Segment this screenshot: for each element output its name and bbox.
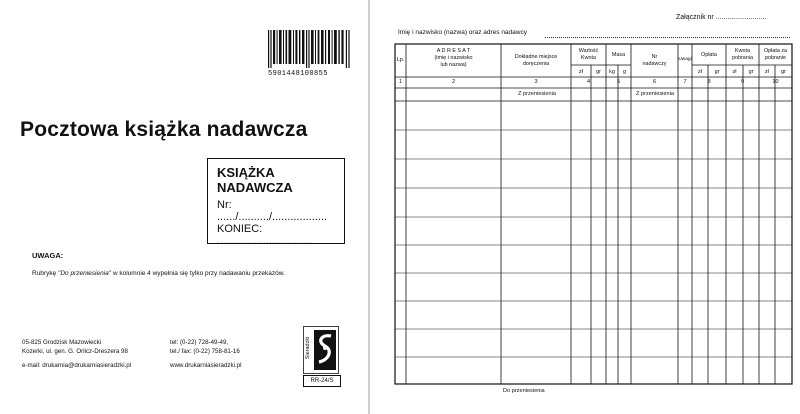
sender-label: Imię i nazwisko (nazwa) oraz adres nadawcy	[398, 29, 527, 36]
printer-logo-icon	[303, 326, 339, 374]
header-miejsce-1: Dokładne miejsce	[514, 54, 558, 60]
column-number: 2	[451, 79, 456, 85]
header-masa: Masa	[611, 52, 626, 58]
logo-text: Sieradzki	[305, 336, 311, 360]
header-wartosc-2: Kwota	[581, 55, 596, 61]
unit-zl-wartosc: zł	[579, 69, 583, 75]
carry-in-label-left: Z przeniesienia	[518, 91, 556, 97]
notice-label: UWAGA:	[32, 251, 64, 260]
column-number: 8	[707, 79, 711, 85]
phone-fax-text: tel./ fax: (0-22) 758-81-16	[170, 348, 240, 355]
notice-text-italic: "Do przeniesienia"	[58, 270, 112, 277]
header-kwota-pobrania-2: pobrania	[732, 55, 753, 61]
book-end-field[interactable]: KONIEC: ...............................	[217, 223, 312, 247]
email-text: e-mail: drukarnia@drukarniasieradzki.pl	[22, 362, 132, 369]
column-number: 9	[740, 79, 745, 85]
carry-in-label-right: Z przeniesienia	[636, 91, 674, 97]
address-line-1: 05-825 Grodzisk Mazowiecki	[22, 339, 102, 346]
barcode-icon	[268, 30, 350, 68]
address-line-2: Kozerki, ul. gen. G. Orlicz-Dreszera 98	[22, 348, 128, 355]
header-uwagi: Uwagi	[678, 57, 692, 62]
book-id-title: KSIĄŻKA NADAWCZA	[217, 165, 293, 195]
product-code: RR-24/S	[303, 375, 341, 387]
unit-kg: kg	[609, 69, 615, 75]
header-nr-1: Nr	[651, 54, 658, 60]
page-title: Pocztowa książka nadawcza	[20, 118, 308, 141]
book-number-field[interactable]: Nr: ....../........../..................	[217, 199, 328, 223]
header-kwota-pobrania-1: Kwota	[735, 48, 750, 54]
website-text: www.drukarniasieradzki.pl	[170, 362, 242, 369]
unit-g: g	[623, 69, 626, 75]
header-adresat-sub-1: (imię i nazwisko	[434, 55, 473, 61]
header-wartosc-1: Wartość	[578, 48, 599, 54]
column-number: 10	[772, 79, 779, 85]
unit-gr-pobranie: gr	[748, 69, 754, 75]
carry-out-label: Do przeniesienia	[503, 388, 545, 394]
cover-page	[0, 0, 368, 414]
header-nr-2: nadawczy	[642, 61, 667, 67]
unit-gr-oplata-pobranie: gr	[781, 69, 786, 75]
unit-zl-oplata: zł	[698, 69, 702, 75]
phone-text: tel: (0-22) 728-49-49,	[170, 339, 229, 346]
column-number: 5	[616, 79, 621, 85]
notice-text	[32, 270, 285, 277]
unit-zl-pobranie: zł	[732, 69, 737, 75]
header-adresat: A D R E S A T	[436, 48, 471, 54]
unit-gr-oplata: gr	[714, 69, 720, 75]
header-oplata-pobranie-2: pobranie	[765, 55, 786, 61]
column-number: 3	[534, 79, 538, 85]
header-adresat-sub-2: lub nazwa)	[440, 62, 467, 68]
notice-text-end: w kolumnie 4 wypełnia się tylko przy nadawaniu przekazów.	[111, 270, 285, 277]
barcode-number: 5901448100855	[268, 70, 328, 78]
column-number: 1	[398, 79, 403, 85]
header-oplata-pobranie-1: Opłata za	[763, 48, 788, 54]
book-id-box	[207, 158, 345, 247]
column-number: 6	[652, 79, 657, 85]
column-number: 4	[586, 79, 591, 85]
unit-zl-oplata-pobranie: zł	[765, 69, 769, 75]
notice-text-start: Rubrykę	[32, 270, 59, 277]
header-oplata: Opłata	[701, 52, 717, 58]
unit-gr-wartosc: gr	[596, 69, 601, 75]
header-miejsce-2: doręczenia	[522, 61, 550, 67]
header-lp: Lp.	[396, 57, 405, 63]
column-number: 7	[683, 79, 687, 85]
attachment-number-field[interactable]: Załącznik nr ..........................	[676, 14, 767, 21]
form-page	[370, 0, 800, 414]
